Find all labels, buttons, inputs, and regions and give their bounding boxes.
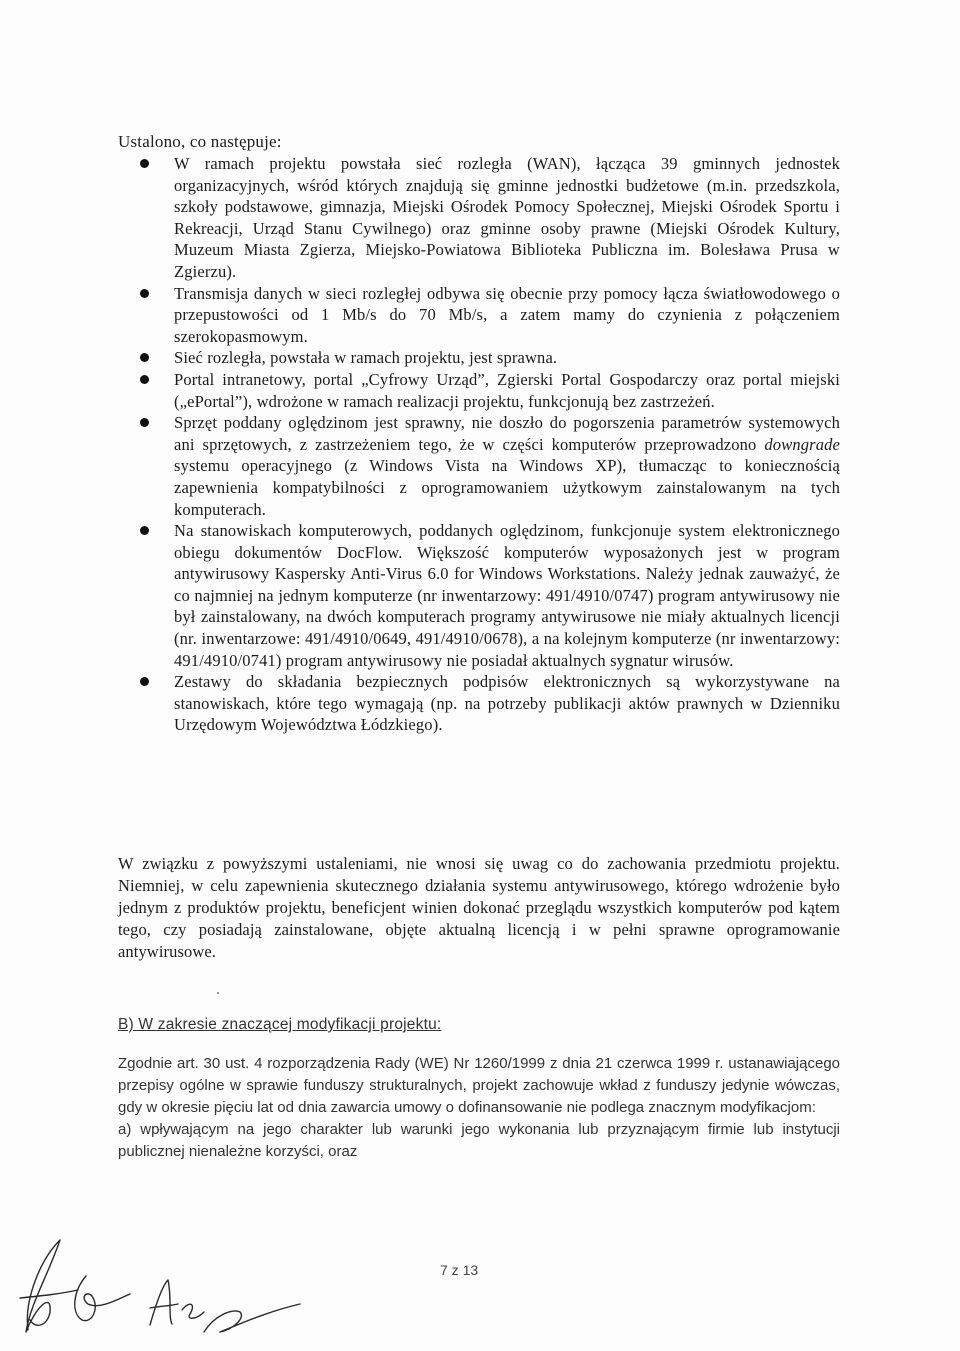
finding-item: Na stanowiskach komputerowych, poddanych oględzinom, funkcjonuje system elektronicznego obiegu dokumentów DocFlow. Większość komputerów wyposażonych jest w program antywirusowy Kaspersky Anti-Virus 6.0 for Windows Workstations. Należy jednak zauważyć, że co najmniej na jednym komputerze (nr inwentarzowy: 491/4910/0747) program antywirusowy nie był zainstalowany, na dwóch komputerach programy antywirusowe nie miały aktualnych licencji (nr. inwentarzowe: 491/4910/0649, 491/4910/0678), a na kolejnym komputerze (nr inwentarzowy: 491/4910/0741) program antywirusowy nie posiadał aktualnych sygnatur wirusów. [140, 520, 840, 671]
finding-item: W ramach projektu powstała sieć rozległa (WAN), łącząca 39 gminnych jednostek organizacyjnych, wśród których znajdują się gminne jednostki budżetowe (m.in. przedszkola, szkoły podstawowe, gimnazja, Miejski Ośrodek Pomocy Społecznej, Miejski Ośrodek Sportu i Rekreacji, Urząd Stanu Cywilnego) oraz gminne osoby prawne (Miejski Ośrodek Kultury, Muzeum Miasta Zgierza, Miejsko-Powiatowa Biblioteka Publiczna im. Bolesława Prusa w Zgierzu). [140, 153, 840, 283]
finding-text: systemu operacyjnego (z Windows Vista na Windows XP), tłumacząc to koniecznością zapewnienia kompatybilności z oprogramowaniem użytkowym zainstalowanym na tych komputerach. [174, 456, 840, 519]
page-number: 7 z 13 [440, 1262, 479, 1278]
intro-line: Ustalono, co następuje: [118, 132, 282, 151]
emphasis-term: downgrade [764, 434, 840, 454]
stray-dot [217, 992, 219, 994]
section-heading: B) W zakresie znaczącej modyfikacji projektu: [118, 1016, 442, 1033]
summary-paragraph: W związku z powyższymi ustaleniami, nie wnosi się uwag co do zachowania przedmiotu projektu. Niemniej, w celu zapewnienia skutecznego działania systemu antywirusowego, którego wdrożenie było jednym z produktów projektu, beneficjent winien dokonać przeglądu wszystkich komputerów pod kątem tego, czy posiadają zainstalowane, objęte aktualną licencją i w pełni sprawne oprogramowanie antywirusowe. [118, 854, 840, 961]
finding-item [140, 412, 840, 520]
finding-item: Zestawy do składania bezpiecznych podpisów elektronicznych są wykorzystywane na stanowiskach, które tego wymagają (np. na potrzeby publikacji aktów prawnych w Dzienniku Urzędowym Województwa Łódzkiego). [140, 671, 840, 736]
finding-item: Sieć rozległa, powstała w ramach projektu, jest sprawna. [140, 347, 840, 369]
finding-item: Transmisja danych w sieci rozległej odbywa się obecnie przy pomocy łącza światłowodowego o przepustowości od 1 Mb/s do 70 Mb/s, a zatem mamy do czynienia z połączeniem szerokopasmowym. [140, 283, 840, 348]
handwritten-signatures [0, 1220, 330, 1351]
findings-list [140, 153, 840, 736]
finding-text: Sprzęt poddany oględzinom jest sprawny, nie doszło do pogorszenia parametrów systemowych ani sprzętowych, z zastrzeżeniem tego, że w części komputerów przeprowadzono [174, 413, 840, 454]
finding-item: Portal intranetowy, portal „Cyfrowy Urząd”, Zgierski Portal Gospodarczy oraz portal miejski („ePortal”), wdrożone w ramach realizacji projektu, funkcjonują bez zastrzeżeń. [140, 369, 840, 412]
section-paragraph: a) wpływającym na jego charakter lub warunki jego wykonania lub przyznającym firmie lub instytucji publicznej nienależne korzyści, oraz [118, 1121, 840, 1160]
section-body [118, 1053, 840, 1163]
section-paragraph: Zgodnie art. 30 ust. 4 rozporządzenia Rady (WE) Nr 1260/1999 z dnia 21 czerwca 1999 r. ustanawiającego przepisy ogólne w sprawie funduszy strukturalnych, projekt zachowuje wkład z funduszy jedynie wówczas, gdy w okresie pięciu lat od dnia zawarcia umowy o dofinansowanie nie podlega znacznym modyfikacjom: [118, 1055, 840, 1116]
